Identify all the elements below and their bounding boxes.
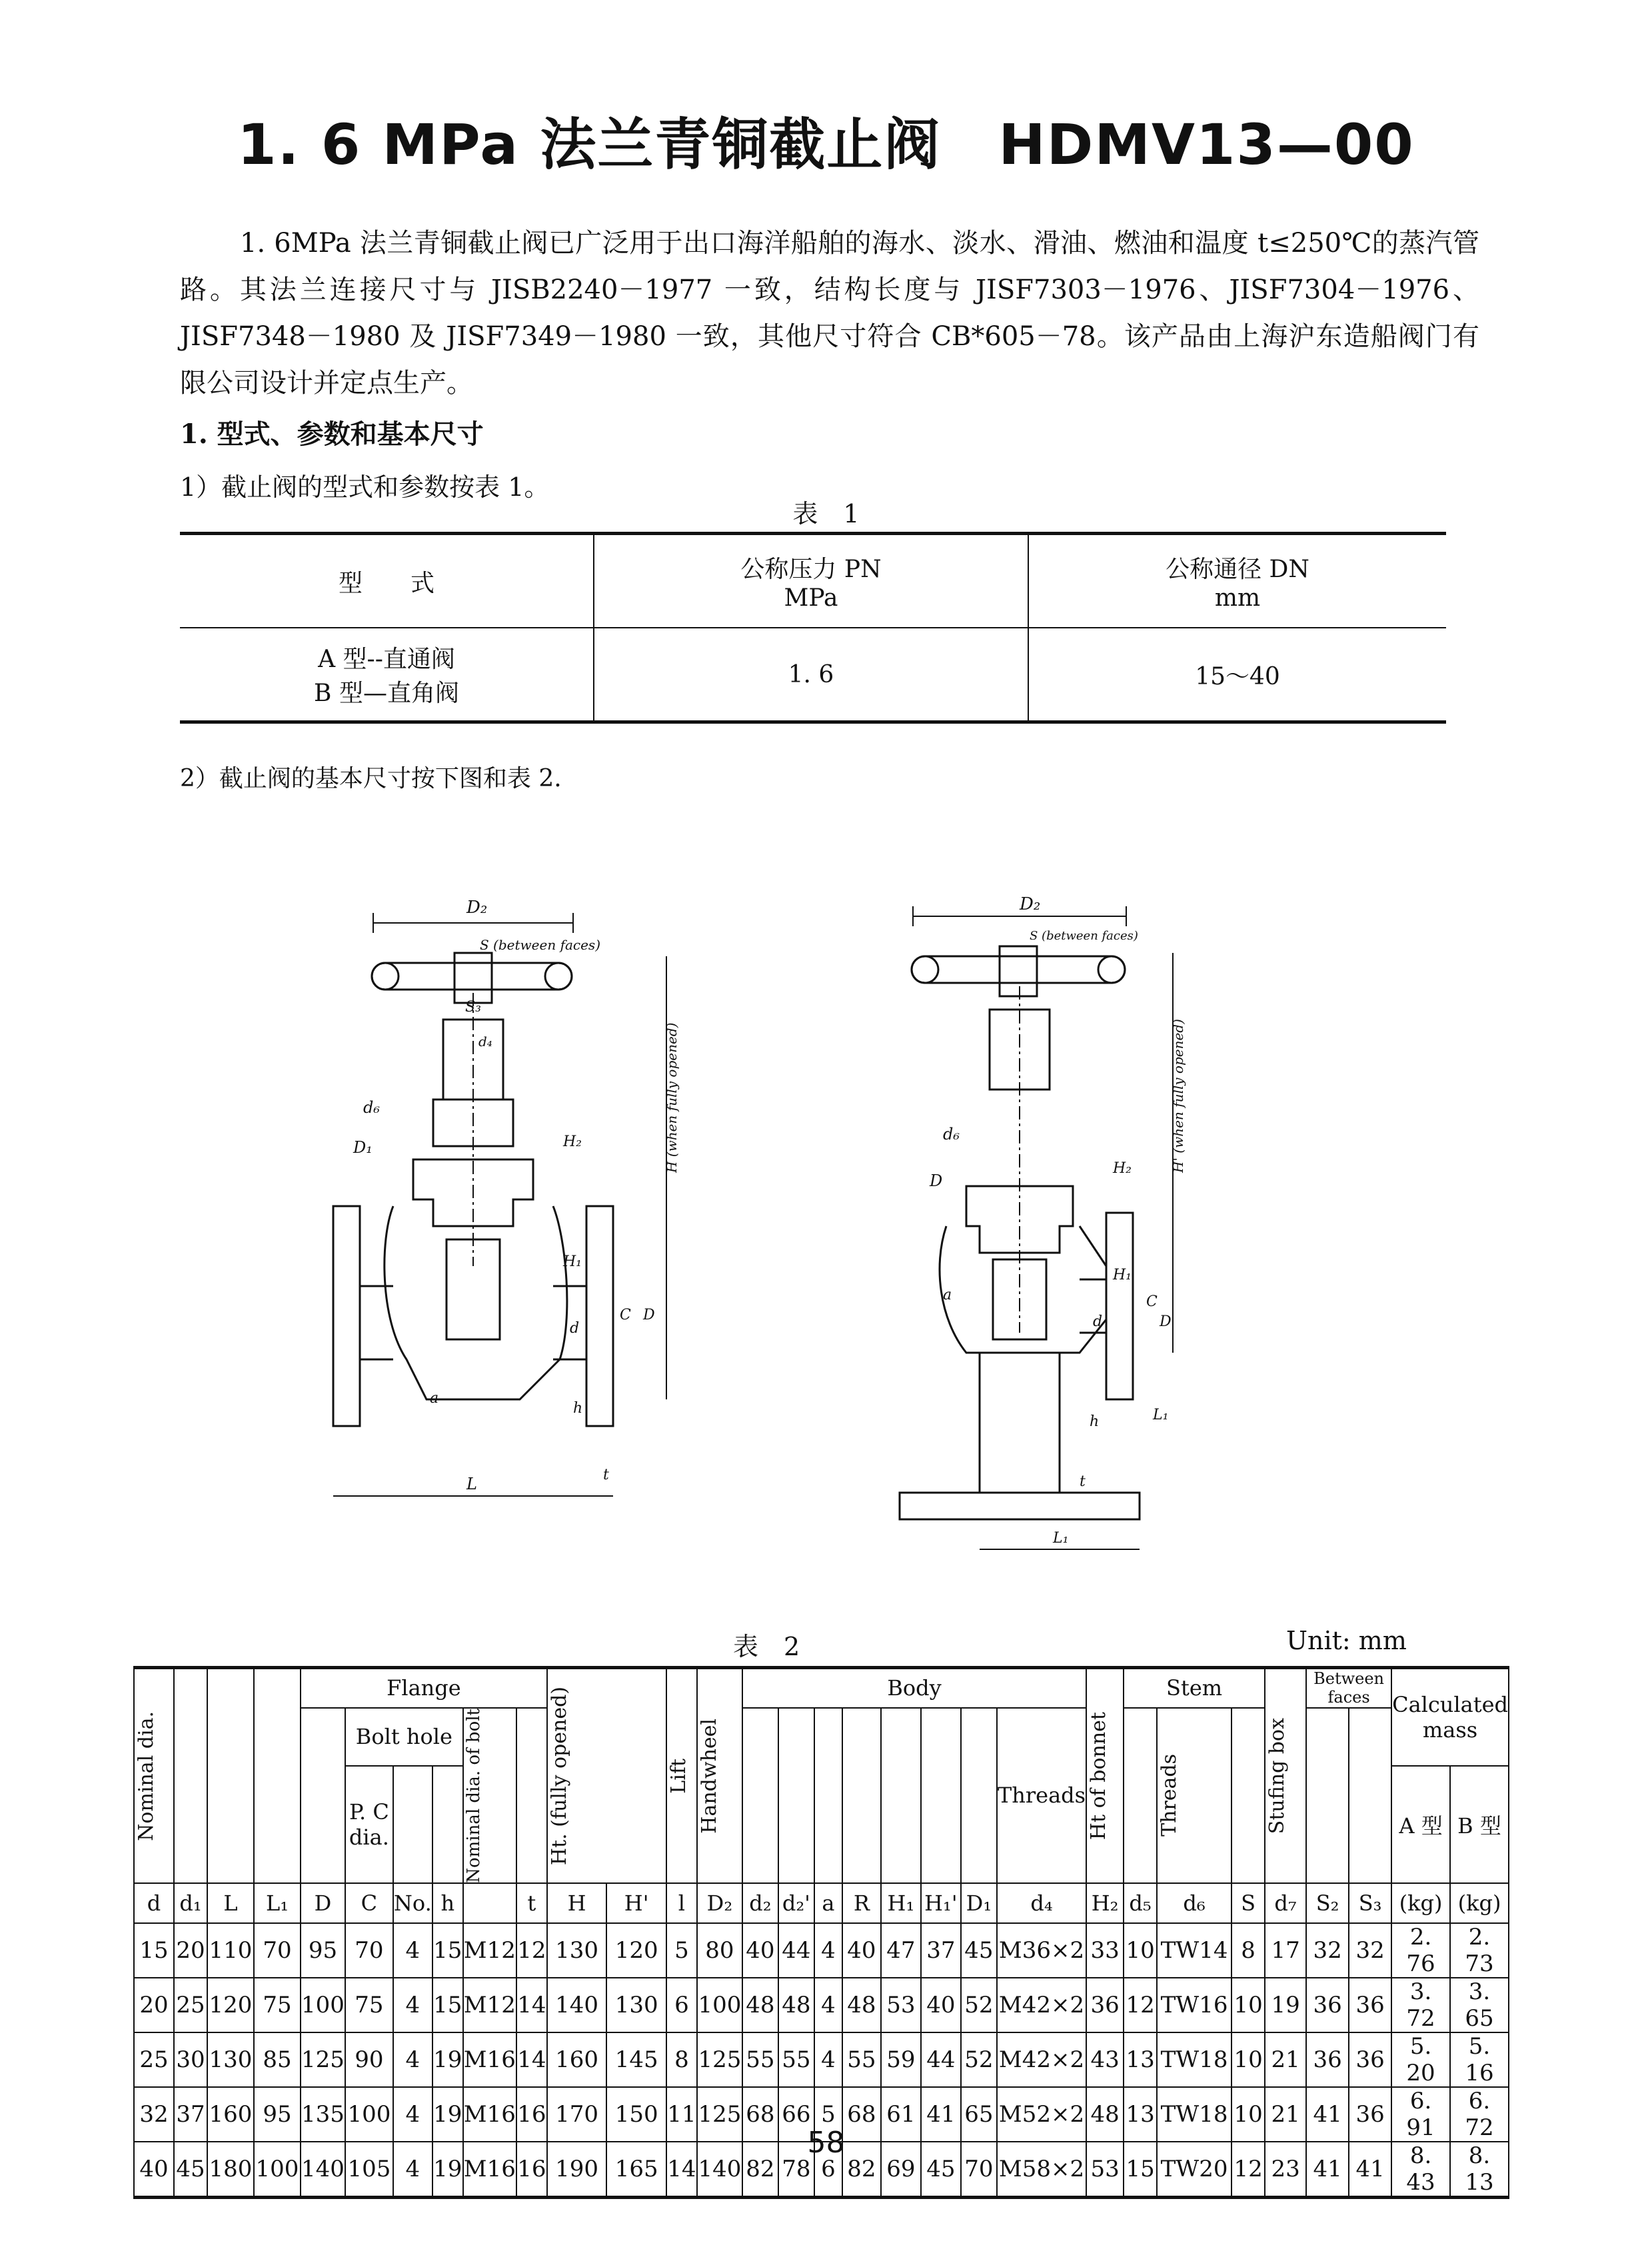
table-cell: 41: [1349, 2142, 1391, 2198]
table-cell: 4: [393, 2142, 432, 2198]
table-cell: 8. 13: [1450, 2142, 1509, 2198]
table-cell: M16: [463, 2087, 516, 2142]
column-symbol: H': [606, 1883, 666, 1923]
table-cell: 70: [254, 1923, 301, 1978]
table-cell: 4: [393, 1978, 432, 2032]
label-t-b: t: [1080, 1473, 1086, 1490]
column-symbol: d₂: [742, 1883, 778, 1923]
column-symbol: S: [1232, 1883, 1265, 1923]
column-symbol: d: [134, 1883, 174, 1923]
table-cell: 140: [547, 1978, 607, 2032]
table-cell: 45: [961, 1923, 997, 1978]
column-symbol: D₁: [961, 1883, 997, 1923]
h-flange-blank-t: [516, 1708, 547, 1884]
table-cell: 47: [881, 1923, 921, 1978]
column-symbol: No.: [393, 1883, 432, 1923]
table-cell: 36: [1349, 2087, 1391, 2142]
table-cell: 6. 72: [1450, 2087, 1509, 2142]
table-cell: 10: [1232, 2032, 1265, 2087]
h-nominal-bolt: Nominal dia. of bolt: [463, 1708, 516, 1884]
t1-dn-unit: mm: [1214, 584, 1261, 612]
table-cell: 53: [881, 1978, 921, 2032]
table-cell: 36: [1306, 2032, 1349, 2087]
h-pc-dia: P. C dia.: [345, 1766, 393, 1883]
column-symbol: (kg): [1391, 1883, 1450, 1923]
h-between-faces: Between faces: [1306, 1668, 1391, 1708]
column-symbol: D₂: [697, 1883, 742, 1923]
column-symbol: a: [814, 1883, 842, 1923]
table-cell: 55: [842, 2032, 881, 2087]
table-cell: 6. 91: [1391, 2087, 1450, 2142]
table-cell: 95: [254, 2087, 301, 2142]
column-symbol: d₅: [1124, 1883, 1157, 1923]
table-cell: 45: [921, 2142, 961, 2198]
table-cell: 15: [1124, 2142, 1157, 2198]
label-s-between-a: S (between faces): [480, 937, 600, 953]
table-cell: M12: [463, 1923, 516, 1978]
h-ht-open: Ht. (fully opened): [547, 1668, 666, 1884]
h-stem: Stem: [1124, 1668, 1265, 1708]
table-cell: 36: [1349, 2032, 1391, 2087]
column-symbol: D: [301, 1883, 345, 1923]
table-cell: 48: [742, 1978, 778, 2032]
t1-pn-value: 1. 6: [594, 628, 1028, 722]
h-stuffing-box: Stufing box: [1265, 1668, 1306, 1884]
table-cell: 33: [1086, 1923, 1124, 1978]
t1-type-b: B 型—直角阀: [314, 680, 459, 707]
table-cell: 4: [814, 2032, 842, 2087]
table-cell: TW16: [1157, 1978, 1232, 2032]
table-cell: 85: [254, 2032, 301, 2087]
table-cell: 6: [814, 2142, 842, 2198]
column-symbol: d₁: [174, 1883, 207, 1923]
column-symbol: C: [345, 1883, 393, 1923]
t1-pn-label: 公称压力 PN: [740, 556, 882, 583]
label-d2-a: D₂: [466, 898, 488, 918]
t1-dn-value: 15～40: [1028, 628, 1446, 722]
table-cell: 130: [606, 1978, 666, 2032]
table-cell: 13: [1124, 2032, 1157, 2087]
label-h2-a: H₂: [563, 1133, 582, 1150]
label-c-b: C: [1146, 1293, 1158, 1310]
table-cell: 100: [697, 1978, 742, 2032]
label-s-between-b: S (between faces): [1030, 929, 1138, 943]
column-symbol: [463, 1883, 516, 1923]
label-d4-a: d₄: [478, 1034, 492, 1050]
h-handwheel: Handwheel: [697, 1668, 742, 1884]
label-l1b-b: L₁: [1053, 1530, 1069, 1547]
table-cell: 160: [207, 2087, 254, 2142]
table-cell: 8: [666, 2032, 697, 2087]
table-cell: 41: [1306, 2142, 1349, 2198]
table-cell: 17: [1265, 1923, 1306, 1978]
label-d1-a: D₁: [353, 1138, 373, 1157]
table-cell: 16: [516, 2087, 547, 2142]
label-h1-a: H₁: [563, 1253, 582, 1270]
table-cell: 59: [881, 2032, 921, 2087]
table-cell: 4: [393, 2087, 432, 2142]
table-cell: 40: [134, 2142, 174, 2198]
table-cell: 10: [1124, 1923, 1157, 1978]
h-body-threads: Threads: [997, 1708, 1086, 1884]
table-cell: 65: [961, 2087, 997, 2142]
table-cell: 125: [697, 2032, 742, 2087]
table-cell: 125: [697, 2087, 742, 2142]
table-cell: 8: [1232, 1923, 1265, 1978]
table-cell: 80: [697, 1923, 742, 1978]
column-symbol: S₂: [1306, 1883, 1349, 1923]
item-2-text: 2）截止阀的基本尺寸按下图和表 2.: [180, 765, 562, 792]
h-s2: [1306, 1708, 1349, 1884]
table-cell: 19: [432, 2142, 463, 2198]
table-cell: 48: [842, 1978, 881, 2032]
table-cell: 68: [842, 2087, 881, 2142]
table-cell: 45: [174, 2142, 207, 2198]
table-cell: 20: [174, 1923, 207, 1978]
column-symbol: L₁: [254, 1883, 301, 1923]
table-cell: 15: [432, 1923, 463, 1978]
h-stem-d5: [1124, 1708, 1157, 1884]
table-cell: M42×2: [997, 1978, 1086, 2032]
table-cell: 100: [345, 2087, 393, 2142]
table-cell: 32: [1349, 1923, 1391, 1978]
table-cell: 3. 65: [1450, 1978, 1509, 2032]
table-cell: 40: [842, 1923, 881, 1978]
table-cell: 55: [778, 2032, 814, 2087]
table-cell: 170: [547, 2087, 607, 2142]
table-cell: 53: [1086, 2142, 1124, 2198]
h-blank-1: [174, 1668, 207, 1884]
h-body-r: [842, 1708, 881, 1884]
h-stem-threads: Threads: [1157, 1708, 1232, 1884]
table-cell: 37: [921, 1923, 961, 1978]
table-row: [134, 1923, 1509, 1978]
table-cell: 32: [134, 2087, 174, 2142]
h-mass-b: B 型: [1450, 1766, 1509, 1883]
h-mass-a: A 型: [1391, 1766, 1450, 1883]
h-body-a: [814, 1708, 842, 1884]
table-cell: 44: [778, 1923, 814, 1978]
table-cell: 120: [606, 1923, 666, 1978]
label-d6-b: d₆: [943, 1125, 960, 1143]
valve-b-drawing: [900, 894, 1186, 1549]
table-cell: 40: [742, 1923, 778, 1978]
table-cell: M12: [463, 1978, 516, 2032]
table-cell: 5. 16: [1450, 2032, 1509, 2087]
page-title: 1. 6 MPa 法兰青铜截止阀 HDMV13—00: [237, 112, 1415, 177]
label-l1-b: L₁: [1153, 1407, 1169, 1423]
table-cell: M42×2: [997, 2032, 1086, 2087]
t1-dn-label: 公称通径 DN: [1166, 556, 1309, 583]
table-cell: 130: [207, 2032, 254, 2087]
table-cell: 10: [1232, 2087, 1265, 2142]
label-a-a: a: [430, 1390, 439, 1407]
table-cell: 14: [516, 2032, 547, 2087]
t1-header-pn: [594, 534, 1028, 628]
table-1-caption: 表 1: [792, 499, 860, 528]
table-cell: 130: [547, 1923, 607, 1978]
label-h1-b: H₁: [1113, 1267, 1132, 1283]
label-h2-b: H₂: [1113, 1160, 1132, 1177]
table-cell: 21: [1265, 2032, 1306, 2087]
h-ht-bonnet: Ht of bonnet: [1086, 1668, 1124, 1884]
h-blank-2: [207, 1668, 254, 1884]
table-cell: 78: [778, 2142, 814, 2198]
table-cell: 135: [301, 2087, 345, 2142]
h-bolt-h: [432, 1766, 463, 1883]
h-flange: Flange: [301, 1668, 547, 1708]
table-cell: 32: [1306, 1923, 1349, 1978]
table-2-unit: Unit: mm: [1286, 1626, 1407, 1655]
table-cell: 19: [432, 2032, 463, 2087]
t1-header-type: 型 式: [180, 534, 594, 628]
column-symbol: H₁': [921, 1883, 961, 1923]
table-cell: 30: [174, 2032, 207, 2087]
label-dd-a: D: [643, 1307, 655, 1323]
table-cell: 48: [1086, 2087, 1124, 2142]
table-cell: 8. 43: [1391, 2142, 1450, 2198]
table-cell: 180: [207, 2142, 254, 2198]
label-h-open-a: H (when fully opened): [664, 1022, 680, 1173]
table-cell: TW20: [1157, 2142, 1232, 2198]
column-symbol: d₂': [778, 1883, 814, 1923]
h-s3: [1349, 1708, 1391, 1884]
table-cell: 6: [666, 1978, 697, 2032]
label-d-a: d: [570, 1320, 580, 1337]
table-cell: 105: [345, 2142, 393, 2198]
label-h-b: h: [1090, 1413, 1100, 1430]
table-cell: 36: [1086, 1978, 1124, 2032]
column-symbol: l: [666, 1883, 697, 1923]
column-symbol: h: [432, 1883, 463, 1923]
table-cell: TW18: [1157, 2087, 1232, 2142]
label-h-a: h: [573, 1400, 583, 1417]
table-cell: 10: [1232, 1978, 1265, 2032]
label-d2-b: D₂: [1020, 894, 1041, 914]
table-cell: 5: [666, 1923, 697, 1978]
t1-header-dn: [1028, 534, 1446, 628]
table-cell: 68: [742, 2087, 778, 2142]
t1-pn-unit: MPa: [784, 584, 838, 612]
h-calc-mass: Calculated mass: [1391, 1668, 1509, 1767]
table-cell: M58×2: [997, 2142, 1086, 2198]
table-cell: 41: [921, 2087, 961, 2142]
table-row: [134, 2032, 1509, 2087]
label-db-b: D: [930, 1171, 943, 1190]
label-d-b: d: [1093, 1313, 1103, 1330]
table-cell: 13: [1124, 2087, 1157, 2142]
table-cell: 90: [345, 2032, 393, 2087]
table-cell: 41: [1306, 2087, 1349, 2142]
table-cell: 75: [254, 1978, 301, 2032]
table-cell: 36: [1306, 1978, 1349, 2032]
table-cell: 145: [606, 2032, 666, 2087]
table-cell: 37: [174, 2087, 207, 2142]
table-cell: 40: [921, 1978, 961, 2032]
label-a-b: a: [943, 1287, 952, 1303]
table-cell: 160: [547, 2032, 607, 2087]
h-body-d2: [742, 1708, 778, 1884]
table-cell: 21: [1265, 2087, 1306, 2142]
table-cell: 66: [778, 2087, 814, 2142]
table-cell: TW14: [1157, 1923, 1232, 1978]
table-cell: 16: [516, 2142, 547, 2198]
table-cell: 43: [1086, 2032, 1124, 2087]
column-symbol: t: [516, 1883, 547, 1923]
table-cell: 12: [1232, 2142, 1265, 2198]
table-1: [180, 532, 1446, 724]
t1-types: [180, 628, 594, 722]
h-bolt-hole: Bolt hole: [345, 1708, 463, 1767]
table-cell: 19: [1265, 1978, 1306, 2032]
table-cell: M16: [463, 2032, 516, 2087]
table-cell: 140: [697, 2142, 742, 2198]
label-s3-a: S₃: [465, 999, 481, 1016]
t1-type-a: A 型--直通阀: [318, 646, 455, 673]
table-cell: 11: [666, 2087, 697, 2142]
table-cell: 61: [881, 2087, 921, 2142]
label-c-a: C: [620, 1307, 631, 1323]
table-cell: 14: [666, 2142, 697, 2198]
table-cell: 190: [547, 2142, 607, 2198]
intro-paragraph: 1. 6MPa 法兰青铜截止阀已广泛用于出口海洋船舶的海水、淡水、滑油、燃油和温度 t≤250℃的蒸汽管路。其法兰连接尺寸与 JISB2240－1977 一致，结构长度与 JISF7303－1976、JISF7304－1976、JISF7348－1980 及 JISF7349－1980 一致，其他尺寸符合 CB*605－78。该产品由上海沪东造船阀门有限公司设计并定点生产。: [180, 228, 1479, 398]
table-cell: 15: [432, 1978, 463, 2032]
table-cell: 95: [301, 1923, 345, 1978]
table-cell: 12: [1124, 1978, 1157, 2032]
table-cell: 14: [516, 1978, 547, 2032]
h-stem-s: [1232, 1708, 1265, 1884]
table-cell: M36×2: [997, 1923, 1086, 1978]
table-cell: 82: [842, 2142, 881, 2198]
h-nominal-dia: Nominal dia.: [134, 1668, 174, 1884]
table-cell: 36: [1349, 1978, 1391, 2032]
table-cell: 44: [921, 2032, 961, 2087]
h-flange-blank-d: [301, 1708, 345, 1884]
table-2: [133, 1666, 1509, 2199]
page-number: 58: [807, 2126, 845, 2160]
h-bolt-no: [393, 1766, 432, 1883]
table-cell: 25: [174, 1978, 207, 2032]
table-cell: 4: [393, 2032, 432, 2087]
column-symbol: d₄: [997, 1883, 1086, 1923]
table-cell: 4: [393, 1923, 432, 1978]
h-body-h1: [881, 1708, 921, 1884]
h-body: Body: [742, 1668, 1086, 1708]
h-lift: Lift: [666, 1668, 697, 1884]
table-row: [134, 1978, 1509, 2032]
column-symbol: R: [842, 1883, 881, 1923]
table-cell: 2. 73: [1450, 1923, 1509, 1978]
column-symbol: L: [207, 1883, 254, 1923]
item-1-text: 1）截止阀的型式和参数按表 1。: [180, 472, 550, 502]
table-cell: M52×2: [997, 2087, 1086, 2142]
column-symbol: H₁: [881, 1883, 921, 1923]
table-cell: 52: [961, 1978, 997, 2032]
column-symbol: H₂: [1086, 1883, 1124, 1923]
table-cell: TW18: [1157, 2032, 1232, 2087]
table-2-caption: 表 2: [733, 1632, 800, 1661]
h-body-d1: [961, 1708, 997, 1884]
valve-a-drawing: [333, 898, 680, 1496]
table-cell: 140: [301, 2142, 345, 2198]
column-symbol: d₆: [1157, 1883, 1232, 1923]
table-cell: 165: [606, 2142, 666, 2198]
table-cell: 110: [207, 1923, 254, 1978]
h-body-d2p: [778, 1708, 814, 1884]
h-body-h1p: [921, 1708, 961, 1884]
section-heading: 1. 型式、参数和基本尺寸: [180, 418, 484, 450]
table-cell: 52: [961, 2032, 997, 2087]
table-cell: 100: [254, 2142, 301, 2198]
table-cell: 4: [814, 1978, 842, 2032]
table-cell: 4: [814, 1923, 842, 1978]
table-cell: 70: [961, 2142, 997, 2198]
table-cell: 55: [742, 2032, 778, 2087]
column-symbol: H: [547, 1883, 607, 1923]
table-cell: 12: [516, 1923, 547, 1978]
table-cell: 150: [606, 2087, 666, 2142]
table-cell: 70: [345, 1923, 393, 1978]
table-cell: 75: [345, 1978, 393, 2032]
table-cell: 82: [742, 2142, 778, 2198]
label-dd-b: D: [1160, 1313, 1172, 1330]
column-symbol: d₇: [1265, 1883, 1306, 1923]
column-symbol: (kg): [1450, 1883, 1509, 1923]
table-cell: 5. 20: [1391, 2032, 1450, 2087]
table-cell: 19: [432, 2087, 463, 2142]
table-cell: 15: [134, 1923, 174, 1978]
table-cell: 100: [301, 1978, 345, 2032]
table-cell: M16: [463, 2142, 516, 2198]
table-cell: 69: [881, 2142, 921, 2198]
table-cell: 2. 76: [1391, 1923, 1450, 1978]
label-h-open-b: H' (when fully opened): [1170, 1019, 1186, 1173]
label-t-a: t: [603, 1467, 609, 1483]
table-cell: 25: [134, 2032, 174, 2087]
table-cell: 125: [301, 2032, 345, 2087]
table-cell: 120: [207, 1978, 254, 2032]
label-l-a: L: [466, 1475, 477, 1493]
table-cell: 48: [778, 1978, 814, 2032]
table-cell: 20: [134, 1978, 174, 2032]
column-symbol: S₃: [1349, 1883, 1391, 1923]
valve-drawing: [307, 893, 1346, 1586]
table-cell: 23: [1265, 2142, 1306, 2198]
table-cell: 3. 72: [1391, 1978, 1450, 2032]
table-cell: 5: [814, 2087, 842, 2142]
label-d6-a: d₆: [363, 1098, 380, 1117]
h-blank-3: [254, 1668, 301, 1884]
